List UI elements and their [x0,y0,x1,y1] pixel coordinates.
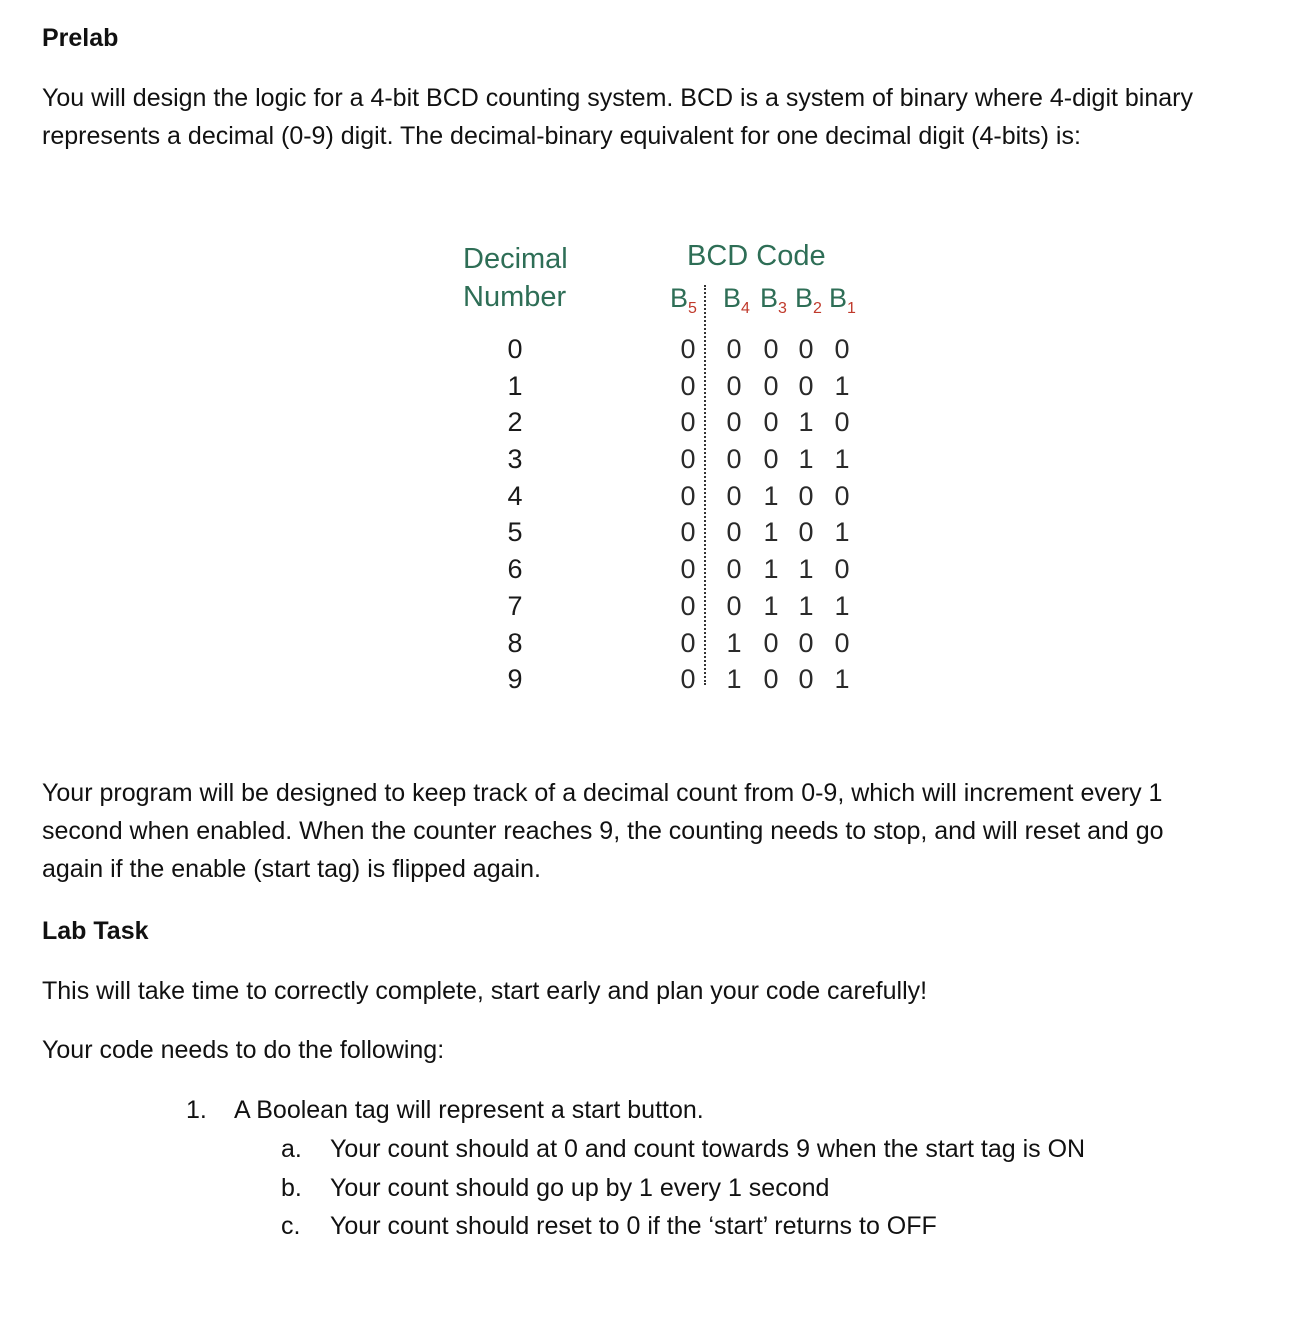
decimal-cell: 2 [507,407,523,438]
bcd-code-header: BCD Code [687,240,826,272]
decimal-cell: 5 [507,517,523,548]
bit-cell: 1 [763,517,779,548]
bit-cell: 1 [834,517,850,548]
sub-item-a-text: Your count should at 0 and count towards 9 when the start tag is ON [330,1135,1086,1163]
bit-cell: 0 [680,407,696,438]
bit-cell: 0 [680,590,696,621]
bit-cell: 1 [763,554,779,585]
bit-cell: 1 [834,590,850,621]
bit-cell: 0 [834,407,850,438]
list-item-1-marker: 1. [186,1096,207,1124]
sub-item-b-marker: b. [281,1174,302,1202]
bit-cell: 1 [798,590,814,621]
decimal-cell: 7 [507,590,523,621]
bit-column-b3 [760,331,782,698]
decimal-cell: 3 [507,444,523,475]
bcd-table-figure [455,235,875,695]
bit-cell: 1 [798,554,814,585]
bit-cell: 1 [726,627,742,658]
bit-column-b5 [677,331,699,698]
bit-cell: 0 [798,480,814,511]
program-line-3: again if the enable (start tag) is flipped again. [42,855,541,883]
bit-cell: 0 [798,370,814,401]
bit-cell: 0 [726,370,742,401]
bit-cell: 0 [680,334,696,364]
program-line-1: Your program will be designed to keep track of a decimal count from 0-9, which will increment every 1 [42,779,1163,807]
bit-cell: 1 [726,664,742,695]
bit-column-b1 [831,331,853,698]
decimal-column [505,331,525,698]
decimal-header-line2: Number [463,281,567,313]
bit-cell: 0 [763,370,779,401]
bit-cell: 0 [763,407,779,438]
decimal-cell: 1 [507,370,523,401]
bit-cell: 0 [680,664,696,695]
bit-cell: 0 [763,627,779,658]
lab-task-note: This will take time to correctly complete, start early and plan your code carefully! [42,977,928,1005]
decimal-number-header [463,240,568,316]
bit-cell: 0 [680,444,696,475]
decimal-cell: 0 [507,334,523,364]
bit-cell: 0 [726,480,742,511]
intro-line-2: represents a decimal (0-9) digit. The decimal-binary equivalent for one decimal digit (4-bits) is: [42,122,1081,150]
program-line-2: second when enabled. When the counter reaches 9, the counting needs to stop, and will reset and go [42,817,1164,845]
b5-separator [704,285,706,685]
bit-cell: 0 [834,554,850,585]
bit-label-b2: $B_2$ [795,283,822,317]
bit-cell: 0 [680,370,696,401]
decimal-header-line1: Decimal [463,243,568,275]
bit-cell: 1 [798,407,814,438]
bit-cell: 0 [763,664,779,695]
bit-cell: 0 [798,334,814,364]
bit-label-b1: $B_1$ [829,283,856,317]
bit-cell: 0 [726,554,742,585]
bit-cell: 0 [680,554,696,585]
bit-cell: 0 [798,627,814,658]
prelab-heading: Prelab [42,24,119,52]
bit-cell: 0 [834,480,850,511]
bit-cell: 0 [726,517,742,548]
bit-cell: 0 [680,517,696,548]
bit-label-b5: $B_5$ [670,283,697,317]
decimal-cell: 9 [507,664,523,695]
intro-line-1: You will design the logic for a 4-bit BCD counting system. BCD is a system of binary where 4-digit binary [42,84,1193,112]
lab-task-heading: Lab Task [42,917,149,945]
bit-cell: 1 [763,590,779,621]
bit-column-b4 [723,331,745,698]
bit-cell: 0 [726,407,742,438]
bit-cell: 0 [680,480,696,511]
list-item-1-text: A Boolean tag will represent a start button. [234,1096,704,1124]
bit-cell: 1 [763,480,779,511]
bit-cell: 1 [834,444,850,475]
bit-cell: 0 [680,627,696,658]
decimal-cell: 8 [507,627,523,658]
bit-label-b4: $B_4$ [723,283,750,317]
sub-item-c-marker: c. [281,1212,301,1240]
bit-cell: 0 [726,590,742,621]
bit-cell: 0 [798,664,814,695]
sub-item-c-text: Your count should reset to 0 if the ‘start’ returns to OFF [330,1212,937,1240]
bit-cell: 1 [798,444,814,475]
bit-cell: 0 [726,444,742,475]
bit-label-b3: $B_3$ [760,283,787,317]
bit-cell: 1 [834,664,850,695]
decimal-cell: 6 [507,554,523,585]
bit-cell: 0 [798,517,814,548]
bit-cell: 0 [726,334,742,364]
bit-cell: 0 [763,444,779,475]
bit-cell: 0 [763,334,779,364]
sub-item-b-text: Your count should go up by 1 every 1 second [330,1174,830,1202]
sub-item-a-marker: a. [281,1135,302,1163]
bit-cell: 1 [834,370,850,401]
lab-task-instructions: Your code needs to do the following: [42,1036,445,1064]
bit-cell: 0 [834,627,850,658]
decimal-cell: 4 [507,480,523,511]
bit-column-b2 [795,331,817,698]
bit-cell: 0 [834,334,850,364]
